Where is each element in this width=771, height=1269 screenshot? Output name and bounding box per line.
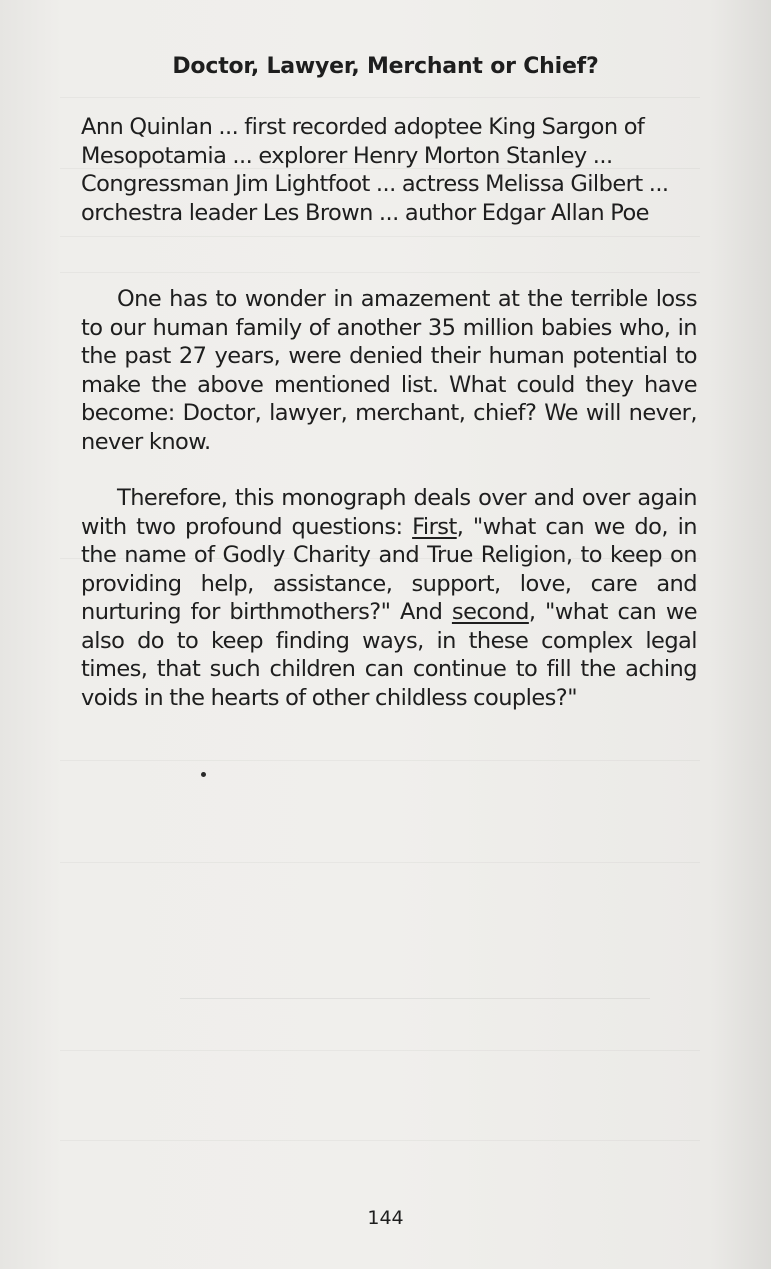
paragraph-two-questions	[81, 484, 697, 712]
bleed-through-line	[60, 760, 700, 761]
page-number: 144	[367, 1207, 404, 1229]
bleed-through-line	[60, 1140, 700, 1141]
bleed-through-line	[60, 272, 700, 273]
paragraph-two-questions-part-a: Therefore, this monograph deals over and over again with two profound questions:	[81, 485, 697, 540]
bleed-through-line	[60, 862, 700, 863]
paragraph-human-potential: One has to wonder in amazement at the terrible loss to our human family of another 35 million babies who, in the past 27 years, were denied their human potential to make the above mentioned list. What could they have become: Doctor, lawyer, merchant, chief? We will never, never know.	[81, 286, 697, 455]
page-title: Doctor, Lawyer, Merchant or Chief?	[172, 54, 599, 79]
bleed-through-line	[60, 236, 700, 237]
paragraph-adoptees-list: Ann Quinlan ... first recorded adoptee King Sargon of Mesopotamia ... explorer Henry Morton Stanley ... Congressman Jim Lightfoot ... actress Melissa Gilbert ... orchestra leader Les Brown ... author Edgar Allan Poe	[81, 114, 669, 226]
underlined-first: First	[412, 513, 457, 540]
bleed-through-rule	[180, 998, 650, 999]
paragraph-two-questions-part-b: , "what can we do, in the name of Godly Charity and True Religion, to keep on providing help, assistance, support, love, care and nurturing for birthmothers?" And	[81, 513, 697, 625]
underlined-second: second	[451, 599, 529, 625]
stray-dot-mark	[201, 772, 206, 777]
paragraph-two-questions-part-c: , "what can we also do to keep finding ways, in these complex legal times, that such children can continue to fill the aching voids in the hearts of other childless couples?"	[81, 599, 697, 711]
bleed-through-line	[60, 97, 700, 98]
bleed-through-line	[60, 1050, 700, 1051]
